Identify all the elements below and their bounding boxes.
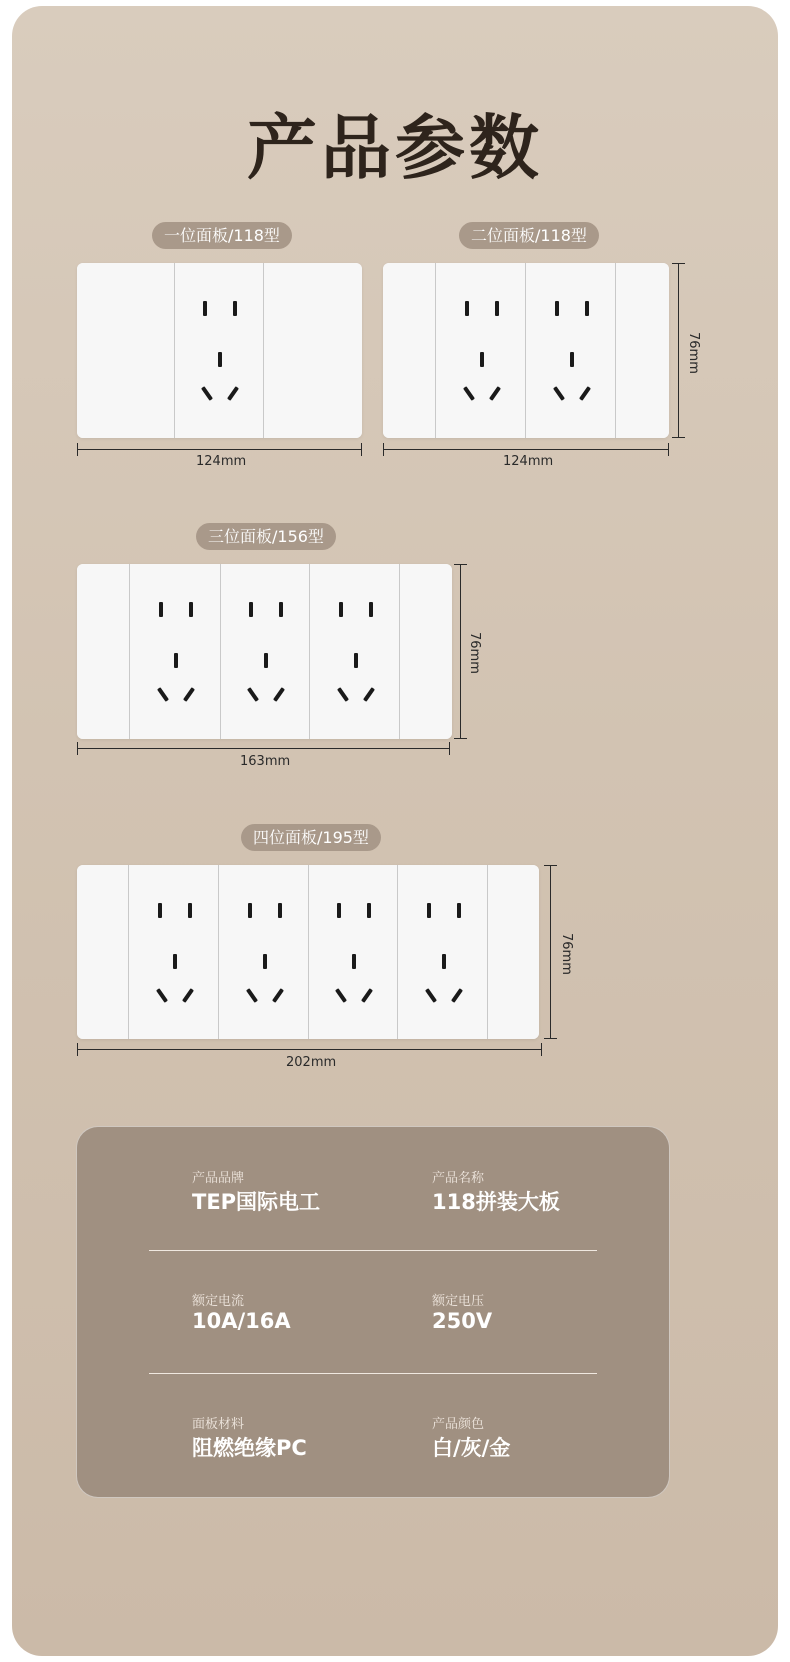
blank-module [399, 564, 452, 739]
blank-module [615, 263, 669, 438]
socket-module [128, 865, 219, 1039]
pin-slot [363, 687, 375, 702]
pin-slot [263, 954, 267, 969]
pin-slot [442, 954, 446, 969]
pin-slot [233, 301, 237, 316]
blank-module [263, 263, 362, 438]
pin-slot [463, 386, 475, 401]
socket-module [525, 263, 616, 438]
pin-slot [465, 301, 469, 316]
pin-slot [489, 386, 501, 401]
spec-value: 118拼装大板 [432, 1190, 560, 1214]
pin-slot [369, 602, 373, 617]
pin-slot [189, 602, 193, 617]
dimension-tick [77, 742, 78, 755]
dimension-tick [668, 443, 669, 456]
pin-slot [173, 954, 177, 969]
blank-module [77, 263, 174, 438]
panel-4-height: 76mm [559, 933, 574, 975]
width-dimension-line [77, 1049, 542, 1050]
panel-3-height: 76mm [467, 632, 482, 674]
dimension-tick [77, 1043, 78, 1056]
pin-slot [249, 602, 253, 617]
pin-slot [361, 988, 373, 1003]
pin-slot [585, 301, 589, 316]
panel-2-height: 76mm [686, 332, 701, 374]
pin-slot [227, 386, 239, 401]
pin-slot [427, 903, 431, 918]
pin-slot [457, 903, 461, 918]
page-title: 产品参数 [247, 107, 543, 189]
width-dimension-line [77, 449, 362, 450]
pin-slot [203, 301, 207, 316]
panel-4 [77, 865, 539, 1039]
spec-label: 额定电流 [192, 1294, 245, 1309]
pin-slot [174, 653, 178, 668]
panel-3 [77, 564, 452, 739]
pin-slot [337, 903, 341, 918]
width-dimension-line [383, 449, 669, 450]
height-dimension-line [678, 263, 679, 438]
pin-slot [264, 653, 268, 668]
height-dimension-line [550, 865, 551, 1039]
pin-slot [570, 352, 574, 367]
dimension-tick [672, 263, 685, 264]
spec-label: 产品名称 [432, 1171, 485, 1186]
pin-slot [451, 988, 463, 1003]
pin-slot [553, 386, 565, 401]
blank-module [487, 865, 539, 1039]
pin-slot [273, 687, 285, 702]
socket-module [397, 865, 488, 1039]
pin-slot [188, 903, 192, 918]
socket-module [218, 865, 309, 1039]
panel-label-1: 一位面板/118型 [152, 222, 292, 249]
spec-label: 额定电压 [432, 1294, 485, 1309]
dimension-tick [454, 564, 467, 565]
pin-slot [157, 687, 169, 702]
height-dimension-line [460, 564, 461, 739]
panel-label-2: 二位面板/118型 [459, 222, 599, 249]
pin-slot [335, 988, 347, 1003]
panel-label-3: 三位面板/156型 [196, 523, 336, 550]
blank-module [77, 564, 129, 739]
pin-slot [182, 988, 194, 1003]
dimension-tick [77, 443, 78, 456]
pin-slot [495, 301, 499, 316]
dimension-tick [361, 443, 362, 456]
pin-slot [278, 903, 282, 918]
pin-slot [555, 301, 559, 316]
dimension-tick [544, 865, 557, 866]
pin-slot [218, 352, 222, 367]
panel-2-width: 124mm [503, 454, 554, 469]
pin-slot [354, 653, 358, 668]
spec-value: 阻燃绝缘PC [192, 1436, 307, 1460]
pin-slot [337, 687, 349, 702]
pin-slot [248, 903, 252, 918]
pin-slot [183, 687, 195, 702]
pin-slot [158, 903, 162, 918]
dimension-tick [544, 1038, 557, 1039]
pin-slot [425, 988, 437, 1003]
dimension-tick [383, 443, 384, 456]
socket-module [435, 263, 526, 438]
pin-slot [272, 988, 284, 1003]
spec-value: TEP国际电工 [192, 1190, 321, 1214]
pin-slot [339, 602, 343, 617]
spec-value: 10A/16A [192, 1309, 291, 1333]
blank-module [383, 263, 435, 438]
pin-slot [156, 988, 168, 1003]
socket-module [220, 564, 310, 739]
pin-slot [159, 602, 163, 617]
pin-slot [279, 602, 283, 617]
pin-slot [579, 386, 591, 401]
pin-slot [352, 954, 356, 969]
spec-value: 白/灰/金 [432, 1436, 511, 1460]
pin-slot [480, 352, 484, 367]
pin-slot [247, 687, 259, 702]
socket-module [129, 564, 221, 739]
panel-1-width: 124mm [196, 454, 247, 469]
socket-module [174, 263, 264, 438]
width-dimension-line [77, 748, 450, 749]
dimension-tick [672, 437, 685, 438]
spec-label: 产品品牌 [192, 1171, 245, 1186]
panel-4-width: 202mm [286, 1055, 337, 1070]
pin-slot [201, 386, 213, 401]
dimension-tick [541, 1043, 542, 1056]
pin-slot [246, 988, 258, 1003]
socket-module [308, 865, 398, 1039]
spec-label: 产品颜色 [432, 1417, 485, 1432]
dimension-tick [449, 742, 450, 755]
blank-module [77, 865, 128, 1039]
panel-3-width: 163mm [240, 754, 291, 769]
panel-2 [383, 263, 669, 438]
divider [149, 1250, 597, 1251]
panel-1 [77, 263, 362, 438]
panel-label-4: 四位面板/195型 [241, 824, 381, 851]
dimension-tick [454, 738, 467, 739]
divider [149, 1373, 597, 1374]
spec-box [76, 1126, 670, 1498]
pin-slot [367, 903, 371, 918]
spec-value: 250V [432, 1309, 493, 1333]
socket-module [309, 564, 400, 739]
spec-label: 面板材料 [192, 1417, 245, 1432]
